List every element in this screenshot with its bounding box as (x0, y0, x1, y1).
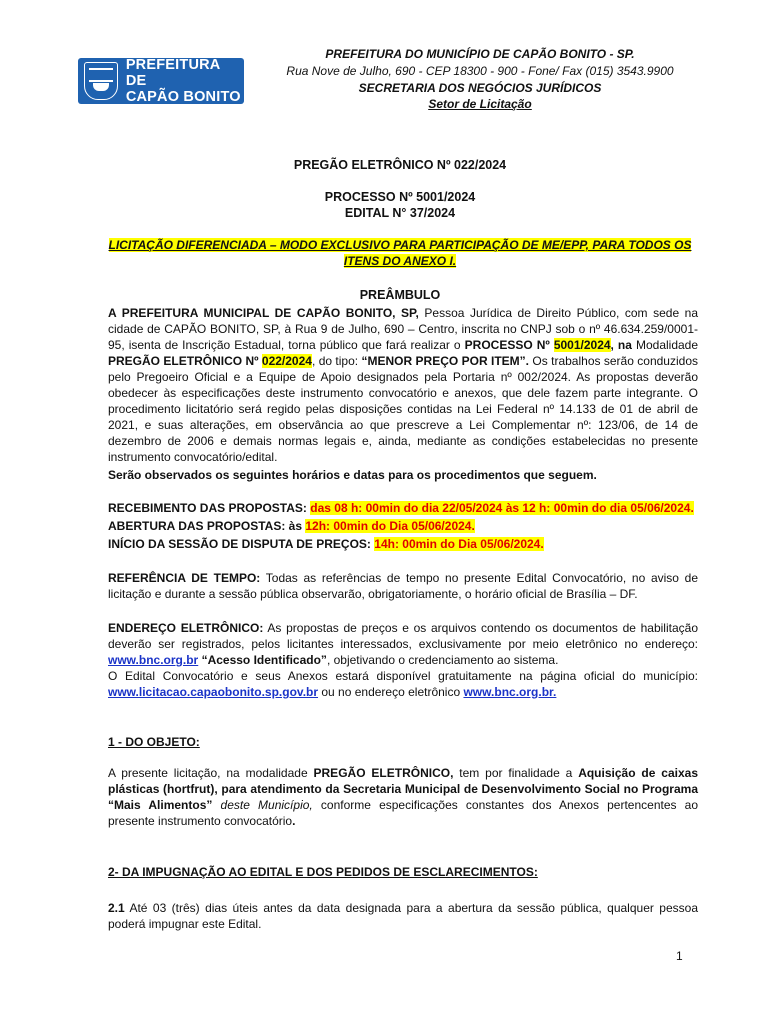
page-number: 1 (676, 949, 683, 963)
object-paragraph: A presente licitação, na modalidade PREGÃO ELETRÔNICO, tem por finalidade a Aquisição de caixas plásticas (hortfrut), para atendimento da Secretaria Municipal de Desenvolvimento Social no Programa “Mais Alimentos” deste Município, conforme especificações constantes dos Anexos pertencentes ao presente instrumento convocatório. (108, 766, 699, 828)
section-1-heading: 1 - DO OBJETO: (108, 735, 200, 749)
title-pregao: PREGÃO ELETRÔNICO Nº 022/2024 (293, 158, 507, 172)
title-licitacao-line-1: LICITAÇÃO DIFERENCIADA – MODO EXCLUSIVO PARA PARTICIPAÇÃO DE ME/EPP, PARA TODOS OS (108, 238, 692, 252)
title-edital: EDITAL N° 37/2024 (344, 206, 456, 220)
time-reference-paragraph: REFERÊNCIA DE TEMPO: Todas as referências de tempo no presente Edital Convocatório, no aviso de licitação e durante a sessão pública observarão, obrigatoriamente, o horário oficial de Brasília – DF. (108, 571, 699, 601)
title-licitacao-line-2: ITENS DO ANEXO I. (343, 254, 457, 268)
header-municipality: PREFEITURA DO MUNICÍPIO DE CAPÃO BONITO - SP. (325, 47, 635, 61)
schedule-row-session: INÍCIO DA SESSÃO DE DISPUTA DE PREÇOS: 14h: 00min do Dia 05/06/2024. (108, 537, 544, 551)
schedule-row-receipt: RECEBIMENTO DAS PROPOSTAS: das 08 h: 00min do dia 22/05/2024 às 12 h: 00min do dia 05/06/2024. (108, 501, 694, 515)
coat-of-arms-icon (84, 62, 118, 100)
schedule-row-opening: ABERTURA DAS PROPOSTAS: às 12h: 00min do Dia 05/06/2024. (108, 519, 475, 533)
logo-line-2: CAPÃO BONITO (125, 89, 241, 105)
header-sector: Setor de Licitação (428, 97, 532, 111)
title-preambulo: PREÂMBULO (359, 288, 441, 302)
schedule-intro: Serão observados os seguintes horários e datas para os procedimentos que seguem. (108, 468, 597, 482)
bnc-link-2[interactable]: www.bnc.org.br. (463, 685, 557, 699)
impugnation-paragraph: 2.1 Até 03 (três) dias úteis antes da data designada para a abertura da sessão pública, qualquer pessoa poderá impugnar este Edital. (108, 901, 698, 931)
preamble-paragraph: A PREFEITURA MUNICIPAL DE CAPÃO BONITO, SP, Pessoa Jurídica de Direito Público, com sede na cidade de CAPÃO BONITO, SP, à Rua 9 de Julho, 690 – Centro, inscrita no CNPJ sob o nº 46.634.259/0001-95, isenta de Inscrição Estadual, torna público que fará realizar o PROCESSO Nº 5001/2024, na Modalidade PREGÃO ELETRÔNICO Nº 022/2024, do tipo: “MENOR PREÇO POR ITEM”. Os trabalhos serão conduzidos pelo Pregoeiro Oficial e a Equipe de Apoio designados pela Portaria nº 002/2024. As propostas deverão obedecer às especificações deste instrumento convocatório e anexos, que dele fazem parte integrante. O procedimento licitatório será regido pelas disposições contidas na Lei Federal nº 14.133 de 01 de abril de 2021, e suas alterações, em observância ao que prescreve a Lei Complementar nº: 123/06, de 14 de dezembro de 2006 e demais normas legais e, ainda, mediante as condições estabelecidas no presente instrumento convocatório/edital. (108, 306, 699, 464)
bnc-link[interactable]: www.bnc.org.br (108, 653, 199, 667)
header-secretariat: SECRETARIA DOS NEGÓCIOS JURÍDICOS (358, 81, 602, 95)
header-address: Rua Nove de Julho, 690 - CEP 18300 - 900 - Fone/ Fax (015) 3543.9900 (286, 64, 674, 78)
section-2-heading: 2- DA IMPUGNAÇÃO AO EDITAL E DOS PEDIDOS DE ESCLARECIMENTOS: (108, 865, 538, 879)
logo-line-1: PREFEITURA DE (125, 57, 220, 89)
licitacao-portal-link[interactable]: www.licitacao.capaobonito.sp.gov.br (108, 685, 319, 699)
prefeitura-logo (78, 58, 244, 104)
title-processo: PROCESSO Nº 5001/2024 (324, 190, 476, 204)
electronic-address-paragraph: ENDEREÇO ELETRÔNICO: As propostas de preços e os arquivos contendo os documentos de habilitação deverão ser registrados, pelos licitantes interessados, exclusivamente por meio eletrônico no endereço: www.bnc.org.br “Acesso Identificado”, objetivando o credenciamento ao sistema. O Edital Convocatório e seus Anexos estará disponível gratuitamente na página oficial do município: www.licitacao.capaobonito.sp.gov.br ou no endereço eletrônico www.bnc.org.br. (108, 621, 698, 699)
